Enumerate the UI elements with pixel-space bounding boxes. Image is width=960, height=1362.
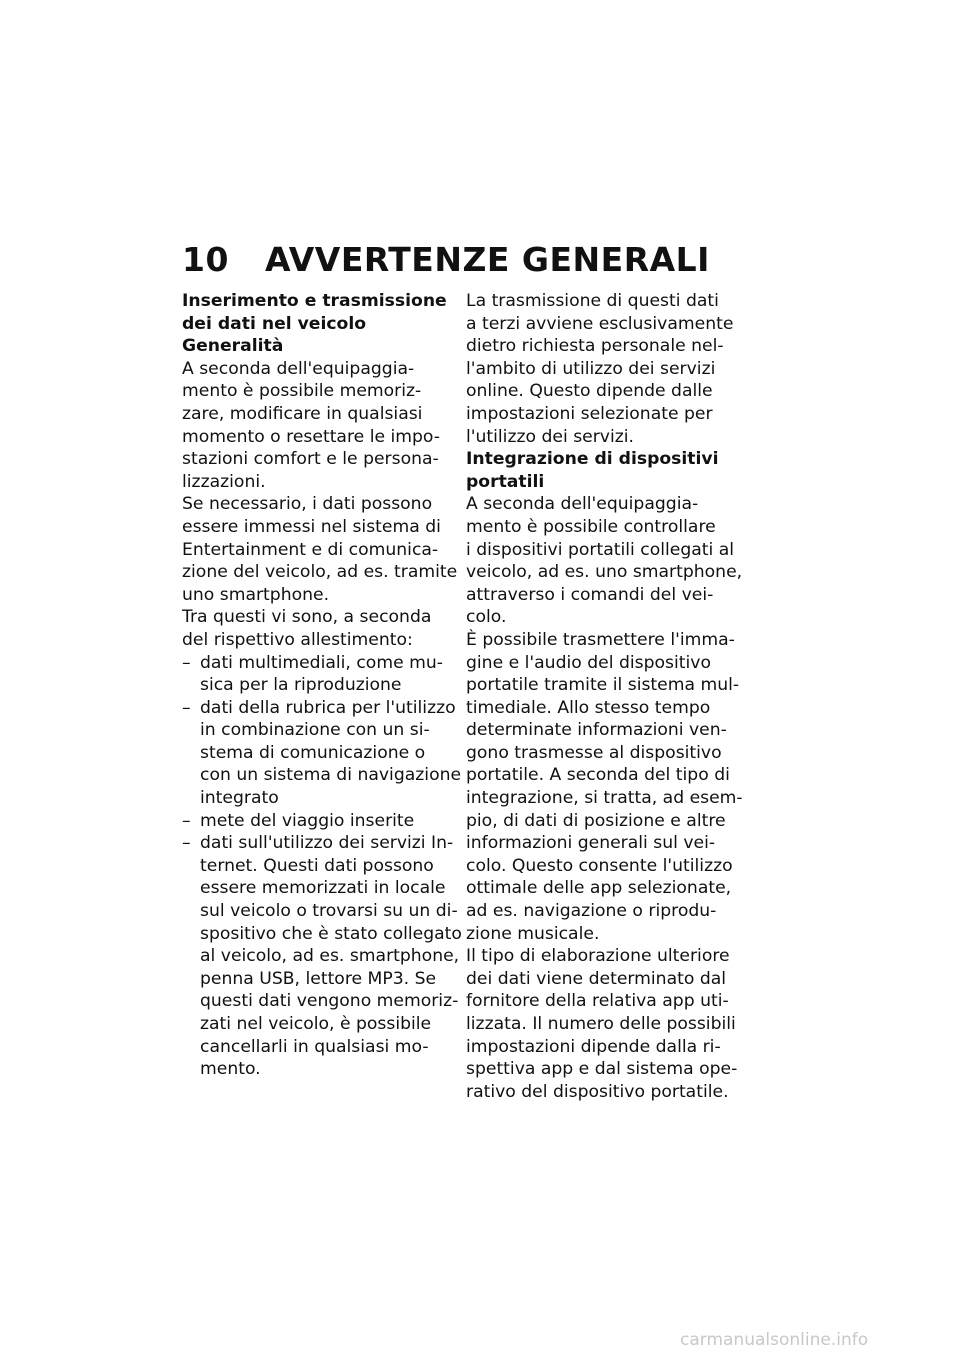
text-line: Il tipo di elaborazione ulteriore xyxy=(466,946,730,967)
chapter-heading xyxy=(182,240,710,280)
text-line: Se necessario, i dati possono xyxy=(182,494,433,515)
text-line: stema di comunicazione o xyxy=(200,742,426,763)
text-line: timediale. Allo stesso tempo xyxy=(466,697,711,718)
text-line: spositivo che è stato collegato xyxy=(200,923,462,944)
text-line: zione del veicolo, ad es. tramite xyxy=(182,562,458,583)
paragraph xyxy=(182,358,452,494)
section-heading xyxy=(182,290,452,335)
text-line: al veicolo, ad es. smartphone, xyxy=(200,946,460,967)
text-line: in combinazione con un si- xyxy=(200,720,430,741)
text-line: zare, modificare in qualsiasi xyxy=(182,403,423,424)
dash-bullet: – xyxy=(182,810,191,831)
text-line: dietro richiesta personale nel- xyxy=(466,336,724,357)
paragraph xyxy=(182,606,452,651)
text-line: sica per la riproduzione xyxy=(200,675,402,696)
text-line: uno smartphone. xyxy=(182,584,330,605)
text-line: integrato xyxy=(200,788,279,809)
chapter-title: AVVERTENZE GENERALI xyxy=(264,240,710,279)
list-item xyxy=(182,810,452,833)
text-line: ad es. navigazione o riprodu- xyxy=(466,901,717,922)
paragraph xyxy=(466,290,736,448)
text-line: fornitore della relativa app uti- xyxy=(466,991,729,1012)
text-line: portatile. A seconda del tipo di xyxy=(466,765,730,786)
text-line: essere memorizzati in locale xyxy=(200,878,446,899)
subheading-generalita xyxy=(182,335,452,358)
text-line: gono trasmesse al dispositivo xyxy=(466,742,722,763)
text-line: a terzi avviene esclusivamente xyxy=(466,313,734,334)
text-line: gine e l'audio del dispositivo xyxy=(466,652,711,673)
text-line: A seconda dell'equipaggia- xyxy=(182,358,415,379)
text-line: informazioni generali sul vei- xyxy=(466,833,716,854)
heading-line: dei dati nel veicolo xyxy=(182,313,367,334)
text-line: determinate informazioni ven- xyxy=(466,720,727,741)
text-line: essere immessi nel sistema di xyxy=(182,516,441,537)
text-line: spettiva app e dal sistema ope- xyxy=(466,1059,738,1080)
text-line: l'ambito di utilizzo dei servizi xyxy=(466,358,716,379)
dash-bullet: – xyxy=(182,652,191,673)
text-line: pio, di dati di posizione e altre xyxy=(466,810,726,831)
text-line: A seconda dell'equipaggia- xyxy=(466,494,699,515)
text-line: colo. xyxy=(466,607,507,628)
text-line: zati nel veicolo, è possibile xyxy=(200,1014,432,1034)
paragraph xyxy=(182,493,458,606)
text-line: portatile tramite il sistema mul- xyxy=(466,675,740,696)
left-column xyxy=(182,290,462,1081)
text-line: Tra questi vi sono, a seconda xyxy=(182,607,432,628)
right-column xyxy=(466,290,743,1103)
text-line: attraverso i comandi del vei- xyxy=(466,584,714,605)
text-line: stazioni comfort e le persona- xyxy=(182,449,439,470)
paragraph xyxy=(466,493,743,629)
text-line: dati della rubrica per l'utilizzo xyxy=(200,697,456,718)
text-line: impostazioni selezionate per xyxy=(466,403,713,424)
text-line: online. Questo dipende dalle xyxy=(466,381,713,402)
dash-bullet: – xyxy=(182,697,191,718)
text-line: l'utilizzo dei servizi. xyxy=(466,426,635,447)
text-line: rativo del dispositivo portatile. xyxy=(466,1081,729,1102)
text-line: lizzazioni. xyxy=(182,471,266,492)
paragraph xyxy=(466,629,743,945)
heading-line: portatili xyxy=(466,471,545,492)
text-line: Entertainment e di comunica- xyxy=(182,539,439,560)
chapter-number: 10 xyxy=(182,240,229,279)
text-line: i dispositivi portatili collegati al xyxy=(466,539,735,560)
text-line: ternet. Questi dati possono xyxy=(200,855,434,876)
text-line: È possibile trasmettere l'imma- xyxy=(466,629,735,650)
heading-line: Inserimento e trasmissione xyxy=(182,291,447,311)
list-item xyxy=(182,832,462,1081)
text-line: mete del viaggio inserite xyxy=(200,810,415,831)
text-line: dati sull'utilizzo dei servizi In- xyxy=(200,833,454,854)
text-line: veicolo, ad es. uno smartphone, xyxy=(466,562,743,583)
dash-bullet: – xyxy=(182,833,191,854)
text-line: zione musicale. xyxy=(466,923,600,944)
heading-line: Integrazione di dispositivi xyxy=(466,449,719,470)
text-line: mento è possibile controllare xyxy=(466,516,716,537)
text-line: sul veicolo o trovarsi su un di- xyxy=(200,901,458,922)
text-line: La trasmissione di questi dati xyxy=(466,291,719,311)
text-line: mento. xyxy=(200,1059,261,1080)
list-item xyxy=(182,697,462,810)
text-line: penna USB, lettore MP3. Se xyxy=(200,968,437,989)
heading-line: Generalità xyxy=(182,336,284,357)
text-line: del rispettivo allestimento: xyxy=(182,629,413,650)
list-item xyxy=(182,652,452,697)
text-line: colo. Questo consente l'utilizzo xyxy=(466,855,733,876)
text-line: integrazione, si tratta, ad esem- xyxy=(466,788,743,809)
text-line: momento o resettare le impo- xyxy=(182,426,440,447)
text-line: dati multimediali, come mu- xyxy=(200,652,443,673)
text-line: impostazioni dipende dalla ri- xyxy=(466,1036,721,1057)
text-line: mento è possibile memoriz- xyxy=(182,381,422,402)
text-line: ottimale delle app selezionate, xyxy=(466,878,732,899)
watermark: carmanualsonline.info xyxy=(680,1330,869,1350)
subheading-integrazione xyxy=(466,448,736,493)
text-line: dei dati viene determinato dal xyxy=(466,968,727,989)
text-line: con un sistema di navigazione xyxy=(200,765,462,786)
text-line: cancellarli in qualsiasi mo- xyxy=(200,1036,429,1057)
text-line: questi dati vengono memoriz- xyxy=(200,991,459,1012)
text-line: lizzata. Il numero delle possibili xyxy=(466,1014,736,1034)
paragraph xyxy=(466,945,736,1103)
